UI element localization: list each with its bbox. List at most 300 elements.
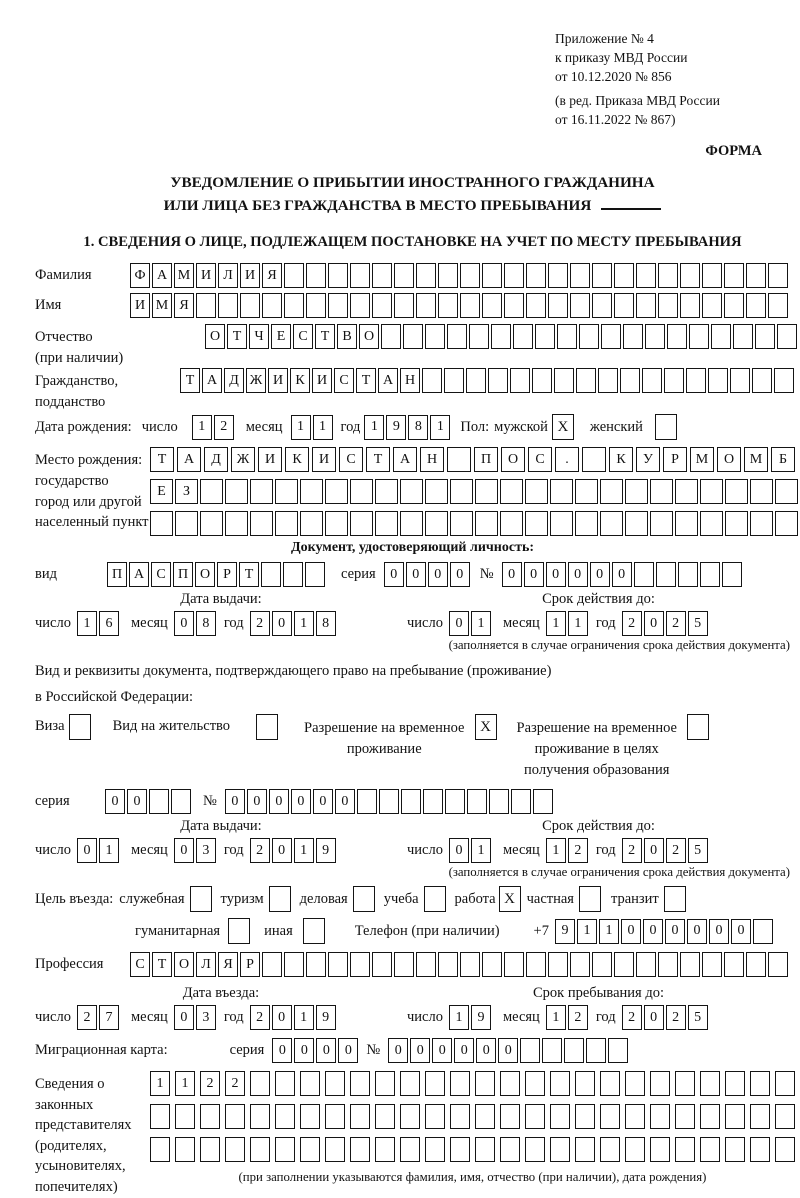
char-cell[interactable] (175, 1104, 195, 1129)
char-cell[interactable] (586, 1038, 606, 1063)
char-cell[interactable] (171, 789, 191, 814)
char-cell[interactable]: Б (771, 447, 795, 472)
char-cell[interactable]: 0 (665, 919, 685, 944)
char-cell[interactable]: 0 (428, 562, 448, 587)
char-cell[interactable]: 0 (450, 562, 470, 587)
char-cell[interactable] (570, 952, 590, 977)
char-cell[interactable] (680, 293, 700, 318)
char-cell[interactable] (658, 293, 678, 318)
char-cell[interactable] (475, 511, 498, 536)
char-cell[interactable]: 1 (546, 611, 566, 636)
char-cell[interactable]: 0 (247, 789, 267, 814)
char-cell[interactable]: Я (174, 293, 194, 318)
char-cell[interactable] (200, 1137, 220, 1162)
char-cell[interactable]: 0 (612, 562, 632, 587)
char-cell[interactable]: Д (224, 368, 244, 393)
char-cell[interactable] (526, 263, 546, 288)
char-cell[interactable]: 2 (214, 415, 234, 440)
char-cell[interactable] (725, 1071, 745, 1096)
char-cell[interactable] (284, 263, 304, 288)
char-cell[interactable] (600, 1104, 620, 1129)
char-cell[interactable] (500, 1137, 520, 1162)
char-cell[interactable] (450, 1137, 470, 1162)
char-cell[interactable]: 1 (568, 611, 588, 636)
char-cell[interactable] (381, 324, 401, 349)
char-cell[interactable] (445, 789, 465, 814)
char-cell[interactable]: 2 (666, 838, 686, 863)
char-cell[interactable]: И (258, 447, 282, 472)
char-cell[interactable] (422, 368, 442, 393)
char-cell[interactable]: А (202, 368, 222, 393)
char-cell[interactable] (375, 1137, 395, 1162)
checkbox-purpose-tourism[interactable] (269, 886, 291, 912)
char-cell[interactable]: П (173, 562, 193, 587)
char-cell[interactable] (300, 1104, 320, 1129)
char-cell[interactable] (200, 479, 223, 504)
char-cell[interactable] (520, 1038, 540, 1063)
char-cell[interactable] (325, 1071, 345, 1096)
char-cell[interactable] (306, 952, 326, 977)
char-cell[interactable]: Ж (246, 368, 266, 393)
char-cell[interactable]: Т (152, 952, 172, 977)
char-cell[interactable] (328, 293, 348, 318)
char-cell[interactable] (275, 1071, 295, 1096)
char-cell[interactable]: 1 (294, 611, 314, 636)
char-cell[interactable] (466, 368, 486, 393)
checkbox-visa[interactable] (69, 714, 91, 740)
char-cell[interactable] (526, 293, 546, 318)
char-cell[interactable]: 2 (225, 1071, 245, 1096)
char-cell[interactable] (350, 263, 370, 288)
char-cell[interactable] (372, 293, 392, 318)
char-cell[interactable]: 0 (644, 1005, 664, 1030)
char-cell[interactable] (625, 511, 648, 536)
char-cell[interactable] (450, 1071, 470, 1096)
char-cell[interactable] (460, 952, 480, 977)
char-cell[interactable] (750, 1137, 770, 1162)
char-cell[interactable]: . (555, 447, 579, 472)
char-cell[interactable]: М (174, 263, 194, 288)
char-cell[interactable] (550, 1104, 570, 1129)
char-cell[interactable] (725, 1137, 745, 1162)
checkbox-temporary-residence[interactable]: X (475, 714, 497, 740)
char-cell[interactable] (416, 952, 436, 977)
char-cell[interactable] (650, 479, 673, 504)
char-cell[interactable]: 2 (250, 838, 270, 863)
char-cell[interactable]: С (528, 447, 552, 472)
char-cell[interactable] (175, 511, 198, 536)
char-cell[interactable] (325, 1104, 345, 1129)
char-cell[interactable]: 0 (272, 838, 292, 863)
char-cell[interactable]: Е (150, 479, 173, 504)
char-cell[interactable] (150, 1104, 170, 1129)
char-cell[interactable]: 0 (388, 1038, 408, 1063)
char-cell[interactable]: 1 (150, 1071, 170, 1096)
char-cell[interactable] (482, 952, 502, 977)
char-cell[interactable] (746, 293, 766, 318)
checkbox-purpose-other[interactable] (303, 918, 325, 944)
char-cell[interactable] (225, 1137, 245, 1162)
char-cell[interactable] (240, 293, 260, 318)
char-cell[interactable]: Т (227, 324, 247, 349)
char-cell[interactable]: 1 (449, 1005, 469, 1030)
char-cell[interactable]: 3 (196, 1005, 216, 1030)
char-cell[interactable] (467, 789, 487, 814)
char-cell[interactable] (548, 952, 568, 977)
char-cell[interactable] (394, 263, 414, 288)
char-cell[interactable]: 1 (471, 838, 491, 863)
char-cell[interactable] (262, 952, 282, 977)
char-cell[interactable]: 2 (77, 1005, 97, 1030)
char-cell[interactable]: А (393, 447, 417, 472)
char-cell[interactable]: 0 (502, 562, 522, 587)
char-cell[interactable] (504, 293, 524, 318)
char-cell[interactable] (149, 789, 169, 814)
char-cell[interactable]: 1 (294, 838, 314, 863)
char-cell[interactable]: П (474, 447, 498, 472)
char-cell[interactable]: Н (400, 368, 420, 393)
char-cell[interactable] (675, 1104, 695, 1129)
checkbox-purpose-study[interactable] (424, 886, 446, 912)
char-cell[interactable] (667, 324, 687, 349)
char-cell[interactable]: 9 (316, 838, 336, 863)
char-cell[interactable]: 2 (200, 1071, 220, 1096)
char-cell[interactable]: Т (315, 324, 335, 349)
char-cell[interactable]: 1 (599, 919, 619, 944)
char-cell[interactable] (275, 511, 298, 536)
char-cell[interactable] (511, 789, 531, 814)
char-cell[interactable]: 0 (174, 1005, 194, 1030)
char-cell[interactable]: 3 (196, 838, 216, 863)
char-cell[interactable]: 2 (622, 1005, 642, 1030)
char-cell[interactable] (300, 511, 323, 536)
char-cell[interactable]: 5 (688, 838, 708, 863)
char-cell[interactable] (600, 511, 623, 536)
char-cell[interactable] (664, 368, 684, 393)
char-cell[interactable] (753, 919, 773, 944)
char-cell[interactable] (475, 479, 498, 504)
char-cell[interactable] (375, 1104, 395, 1129)
char-cell[interactable]: 0 (621, 919, 641, 944)
char-cell[interactable] (250, 1104, 270, 1129)
char-cell[interactable] (724, 293, 744, 318)
char-cell[interactable] (225, 511, 248, 536)
char-cell[interactable] (579, 324, 599, 349)
char-cell[interactable] (500, 511, 523, 536)
char-cell[interactable] (750, 1071, 770, 1096)
char-cell[interactable] (350, 1071, 370, 1096)
char-cell[interactable]: 5 (688, 611, 708, 636)
char-cell[interactable]: 1 (577, 919, 597, 944)
char-cell[interactable] (675, 1137, 695, 1162)
char-cell[interactable] (614, 952, 634, 977)
char-cell[interactable] (225, 1104, 245, 1129)
char-cell[interactable] (275, 1104, 295, 1129)
char-cell[interactable]: Ж (231, 447, 255, 472)
char-cell[interactable] (725, 1104, 745, 1129)
char-cell[interactable] (711, 324, 731, 349)
char-cell[interactable] (350, 293, 370, 318)
char-cell[interactable] (775, 1137, 795, 1162)
checkbox-male[interactable]: X (552, 414, 574, 440)
char-cell[interactable]: 0 (313, 789, 333, 814)
char-cell[interactable]: 2 (568, 838, 588, 863)
char-cell[interactable] (200, 1104, 220, 1129)
char-cell[interactable]: 1 (99, 838, 119, 863)
char-cell[interactable] (350, 1104, 370, 1129)
char-cell[interactable] (689, 324, 709, 349)
char-cell[interactable]: М (690, 447, 714, 472)
char-cell[interactable] (438, 263, 458, 288)
char-cell[interactable] (175, 1137, 195, 1162)
char-cell[interactable] (658, 952, 678, 977)
char-cell[interactable] (250, 511, 273, 536)
char-cell[interactable] (675, 1071, 695, 1096)
char-cell[interactable] (614, 263, 634, 288)
char-cell[interactable]: 9 (555, 919, 575, 944)
char-cell[interactable]: 1 (313, 415, 333, 440)
char-cell[interactable]: 0 (524, 562, 544, 587)
char-cell[interactable] (733, 324, 753, 349)
char-cell[interactable] (403, 324, 423, 349)
char-cell[interactable] (625, 1104, 645, 1129)
char-cell[interactable] (425, 1071, 445, 1096)
char-cell[interactable] (306, 293, 326, 318)
char-cell[interactable]: 1 (430, 415, 450, 440)
char-cell[interactable]: П (107, 562, 127, 587)
char-cell[interactable] (702, 263, 722, 288)
char-cell[interactable] (460, 263, 480, 288)
char-cell[interactable] (768, 293, 788, 318)
char-cell[interactable]: И (268, 368, 288, 393)
char-cell[interactable] (675, 511, 698, 536)
char-cell[interactable] (557, 324, 577, 349)
char-cell[interactable]: А (378, 368, 398, 393)
char-cell[interactable] (550, 1137, 570, 1162)
char-cell[interactable] (401, 789, 421, 814)
char-cell[interactable] (491, 324, 511, 349)
char-cell[interactable]: Т (150, 447, 174, 472)
char-cell[interactable]: Ч (249, 324, 269, 349)
char-cell[interactable]: И (196, 263, 216, 288)
char-cell[interactable] (305, 562, 325, 587)
char-cell[interactable] (642, 368, 662, 393)
char-cell[interactable] (600, 1137, 620, 1162)
char-cell[interactable] (575, 511, 598, 536)
char-cell[interactable] (447, 324, 467, 349)
char-cell[interactable] (196, 293, 216, 318)
char-cell[interactable] (488, 368, 508, 393)
char-cell[interactable] (650, 1137, 670, 1162)
char-cell[interactable]: Л (196, 952, 216, 977)
char-cell[interactable] (300, 1137, 320, 1162)
char-cell[interactable] (598, 368, 618, 393)
char-cell[interactable]: Д (204, 447, 228, 472)
char-cell[interactable] (636, 952, 656, 977)
char-cell[interactable]: 0 (476, 1038, 496, 1063)
char-cell[interactable] (645, 324, 665, 349)
char-cell[interactable] (700, 1071, 720, 1096)
checkbox-purpose-business[interactable] (353, 886, 375, 912)
char-cell[interactable]: 2 (622, 611, 642, 636)
char-cell[interactable] (725, 511, 748, 536)
char-cell[interactable] (510, 368, 530, 393)
char-cell[interactable] (375, 511, 398, 536)
char-cell[interactable] (400, 1104, 420, 1129)
char-cell[interactable] (575, 479, 598, 504)
char-cell[interactable]: 1 (546, 1005, 566, 1030)
char-cell[interactable] (724, 952, 744, 977)
char-cell[interactable]: И (312, 368, 332, 393)
char-cell[interactable]: 0 (449, 838, 469, 863)
char-cell[interactable]: Т (356, 368, 376, 393)
char-cell[interactable] (542, 1038, 562, 1063)
char-cell[interactable]: Е (271, 324, 291, 349)
char-cell[interactable] (634, 562, 654, 587)
char-cell[interactable] (328, 952, 348, 977)
char-cell[interactable] (475, 1071, 495, 1096)
char-cell[interactable] (575, 1137, 595, 1162)
char-cell[interactable] (702, 293, 722, 318)
char-cell[interactable] (250, 479, 273, 504)
char-cell[interactable]: 0 (643, 919, 663, 944)
char-cell[interactable] (328, 263, 348, 288)
char-cell[interactable] (525, 511, 548, 536)
char-cell[interactable] (650, 1071, 670, 1096)
char-cell[interactable] (535, 324, 555, 349)
char-cell[interactable] (548, 263, 568, 288)
char-cell[interactable]: К (290, 368, 310, 393)
char-cell[interactable] (600, 1071, 620, 1096)
char-cell[interactable] (475, 1104, 495, 1129)
char-cell[interactable]: Л (218, 263, 238, 288)
char-cell[interactable]: Т (180, 368, 200, 393)
char-cell[interactable]: 0 (272, 1038, 292, 1063)
checkbox-purpose-transit[interactable] (664, 886, 686, 912)
checkbox-temporary-residence-education[interactable] (687, 714, 709, 740)
char-cell[interactable] (284, 952, 304, 977)
char-cell[interactable] (200, 511, 223, 536)
char-cell[interactable] (379, 789, 399, 814)
char-cell[interactable]: А (177, 447, 201, 472)
char-cell[interactable]: 0 (568, 562, 588, 587)
char-cell[interactable]: 1 (175, 1071, 195, 1096)
char-cell[interactable] (450, 1104, 470, 1129)
char-cell[interactable] (425, 511, 448, 536)
char-cell[interactable] (724, 263, 744, 288)
char-cell[interactable]: Т (366, 447, 390, 472)
char-cell[interactable]: 2 (622, 838, 642, 863)
char-cell[interactable]: 5 (688, 1005, 708, 1030)
char-cell[interactable] (438, 293, 458, 318)
char-cell[interactable] (350, 511, 373, 536)
char-cell[interactable]: 2 (666, 611, 686, 636)
char-cell[interactable] (768, 952, 788, 977)
char-cell[interactable]: И (240, 263, 260, 288)
char-cell[interactable] (550, 511, 573, 536)
char-cell[interactable]: 2 (250, 1005, 270, 1030)
char-cell[interactable] (722, 562, 742, 587)
char-cell[interactable]: 0 (127, 789, 147, 814)
checkbox-female[interactable] (655, 414, 677, 440)
char-cell[interactable] (504, 263, 524, 288)
char-cell[interactable]: К (609, 447, 633, 472)
char-cell[interactable]: 0 (590, 562, 610, 587)
char-cell[interactable]: 0 (546, 562, 566, 587)
char-cell[interactable]: Я (262, 263, 282, 288)
checkbox-purpose-work[interactable]: X (499, 886, 521, 912)
char-cell[interactable] (700, 562, 720, 587)
char-cell[interactable] (775, 479, 798, 504)
char-cell[interactable] (400, 1137, 420, 1162)
char-cell[interactable] (525, 1071, 545, 1096)
char-cell[interactable]: 0 (174, 611, 194, 636)
char-cell[interactable] (300, 1071, 320, 1096)
char-cell[interactable] (444, 368, 464, 393)
char-cell[interactable]: 7 (99, 1005, 119, 1030)
char-cell[interactable] (350, 952, 370, 977)
char-cell[interactable] (570, 293, 590, 318)
char-cell[interactable] (283, 562, 303, 587)
char-cell[interactable] (416, 293, 436, 318)
char-cell[interactable]: 0 (174, 838, 194, 863)
char-cell[interactable]: С (130, 952, 150, 977)
char-cell[interactable] (150, 1137, 170, 1162)
char-cell[interactable] (250, 1071, 270, 1096)
char-cell[interactable]: 0 (77, 838, 97, 863)
char-cell[interactable] (425, 1104, 445, 1129)
char-cell[interactable]: 1 (294, 1005, 314, 1030)
char-cell[interactable]: О (195, 562, 215, 587)
char-cell[interactable] (601, 324, 621, 349)
char-cell[interactable] (261, 562, 281, 587)
char-cell[interactable] (423, 789, 443, 814)
char-cell[interactable]: 0 (644, 838, 664, 863)
char-cell[interactable] (525, 1137, 545, 1162)
char-cell[interactable] (425, 1137, 445, 1162)
char-cell[interactable]: 0 (687, 919, 707, 944)
char-cell[interactable] (325, 511, 348, 536)
char-cell[interactable]: А (152, 263, 172, 288)
char-cell[interactable] (284, 293, 304, 318)
char-cell[interactable] (504, 952, 524, 977)
char-cell[interactable] (400, 479, 423, 504)
char-cell[interactable]: И (130, 293, 150, 318)
char-cell[interactable]: А (129, 562, 149, 587)
char-cell[interactable] (550, 479, 573, 504)
char-cell[interactable] (500, 479, 523, 504)
char-cell[interactable]: Ф (130, 263, 150, 288)
char-cell[interactable]: С (151, 562, 171, 587)
char-cell[interactable] (425, 324, 445, 349)
char-cell[interactable]: Н (420, 447, 444, 472)
char-cell[interactable]: 9 (471, 1005, 491, 1030)
char-cell[interactable]: 0 (498, 1038, 518, 1063)
char-cell[interactable] (550, 1071, 570, 1096)
char-cell[interactable]: 1 (546, 838, 566, 863)
char-cell[interactable] (775, 1104, 795, 1129)
char-cell[interactable] (625, 1071, 645, 1096)
char-cell[interactable]: 8 (408, 415, 428, 440)
char-cell[interactable]: 1 (471, 611, 491, 636)
char-cell[interactable] (425, 479, 448, 504)
char-cell[interactable] (438, 952, 458, 977)
char-cell[interactable] (725, 479, 748, 504)
char-cell[interactable] (680, 952, 700, 977)
char-cell[interactable] (554, 368, 574, 393)
char-cell[interactable]: 0 (709, 919, 729, 944)
char-cell[interactable] (700, 1137, 720, 1162)
